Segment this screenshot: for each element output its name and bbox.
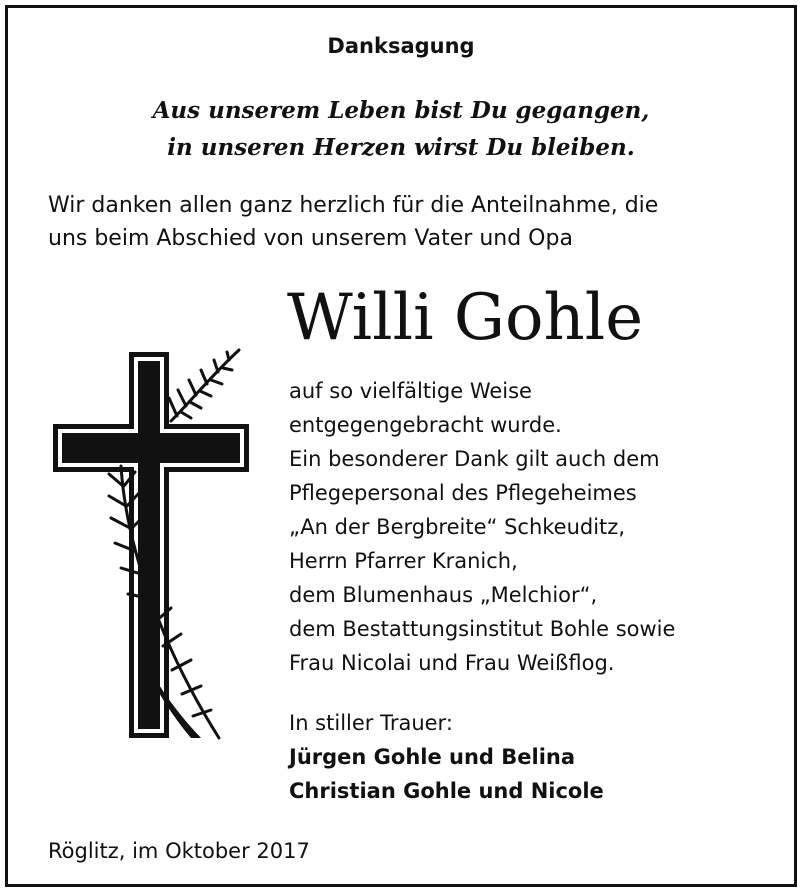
thanks-line: Frau Nicolai und Frau Weißflog. <box>289 651 615 675</box>
motto-line: Aus unserem Leben bist Du gegangen, <box>152 97 650 124</box>
thanks-line: dem Blumenhaus „Melchior“, <box>289 583 598 607</box>
mourning-label: In stiller Trauer: <box>289 711 453 735</box>
obituary-notice <box>5 5 797 887</box>
thanks-line: „An der Bergbreite“ Schkeuditz, <box>289 515 625 539</box>
mourner-name: Jürgen Gohle und Belina <box>289 745 576 769</box>
deceased-name: Willi Gohle <box>287 281 644 355</box>
cross-with-palm-branch-icon <box>51 346 261 746</box>
mourners-list <box>289 740 604 808</box>
thanks-line: dem Bestattungsinstitut Bohle sowie <box>289 617 676 641</box>
thanks-line: Herrn Pfarrer Kranich, <box>289 549 518 573</box>
motto-line: in unseren Herzen wirst Du bleiben. <box>167 134 635 161</box>
thanks-line: Ein besonderer Dank gilt auch dem <box>289 447 660 471</box>
notice-heading: Danksagung <box>327 34 475 58</box>
intro-line: uns beim Abschied von unserem Vater und Opa <box>48 226 573 251</box>
thanks-line: entgegengebracht wurde. <box>289 413 562 437</box>
intro-paragraph <box>48 189 788 255</box>
thanks-line: auf so vielfältige Weise <box>289 379 532 403</box>
place-and-date: Röglitz, im Oktober 2017 <box>48 839 310 863</box>
mourner-name: Christian Gohle und Nicole <box>289 779 604 803</box>
motto-verse <box>8 92 794 166</box>
intro-line: Wir danken allen ganz herzlich für die Anteilnahme, die <box>48 193 659 218</box>
thanks-line: Pflegepersonal des Pflegeheimes <box>289 481 637 505</box>
thanks-paragraph <box>289 374 789 680</box>
